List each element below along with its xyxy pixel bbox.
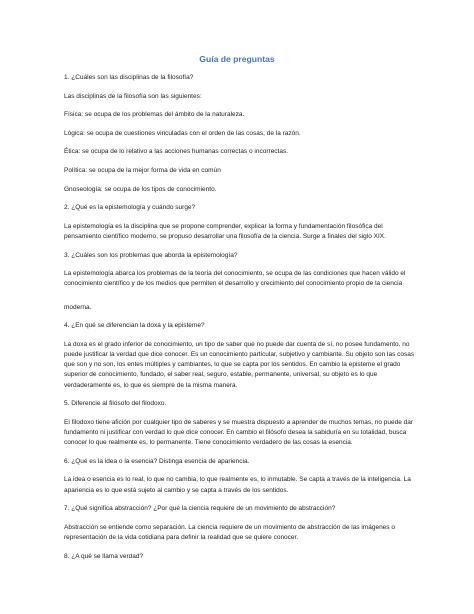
answer-1-intro: Las disciplinas de la filosofía son las siguientes: [64,92,202,100]
document-title: Guía de preguntas [199,54,275,64]
answer-1-etica: Ética: se ocupa de lo relativo a las acciones humanas correctas o incorrectas. [64,148,289,156]
answer-1-logica: Lógica: se ocupa de cuestiones vinculadas con el orden de las cosas, de la razón. [64,129,301,137]
question-4: 4. ¿En qué se diferencian la doxa y la episteme? [64,322,205,330]
answer-3: La epistemología abarca los problemas de la teoría del conocimiento, se ocupa de las condiciones que hacen válido el conocimiento científico y de los medios que permiten el desarrollo y crecimiento del conocimiento propio de la ciencia [64,270,406,288]
answer-1-gnoseologia: Gnoseología: se ocupa de los tipos de conocimiento. [64,185,217,193]
answer-5: El filodoxo tiene afición por cualquier tipo de saberes y se muestra dispuesto a aprender de muchos temas, no puede dar fundamento ni justificar con verdad lo que dice conocer. En cambio el filósofo desea la sabiduría en su totalidad, busca conocer lo que realmente es, lo permanente. Tiene conocimiento verdadero de las cosas la esencia. [64,418,414,447]
question-7: 7. ¿Qué significa abstracción? ¿Por qué la ciencia requiere de un movimiento de abstracción? [64,505,336,513]
answer-2: La epistemología es la disciplina que se propone comprender, explicar la forma y fundamentación filosófica del pensamiento científico moderno, se propuso desarrollar una filosofía de la ciencia. Surge a finales del siglo XIX. [64,222,386,240]
answer-4: La doxa es el grado inferior de conocimiento, un tipo de saber que no puede dar cuenta de sí, no posee fundamento, no puede justificar la verdad que dice conocer. Es un conocimiento particular, subjetivo y cambiante. Su objeto son las cosas que son y no son, los entes múltiples y cambiantes, lo que se capta por los sentidos. En cambio la episteme el grado superior de conocimiento, fundado, el saber real, seguro, estable, permanente, universal, su objeto es lo que verdaderamente es, lo que es siempre de la misma manera. [64,340,415,389]
answer-7: Abstracción se entiende como separación. La ciencia requiere de un movimiento de abstracción de las imágenes o representación de la vida cotidiana para definir la realidad que se quiere conocer. [64,523,395,541]
answer-3-continued: moderna. [64,303,92,311]
document-body [64,73,420,562]
question-5: 5. Diferencie al filósofo del filodoxo. [64,400,167,408]
answer-1-politica: Política: se ocupa de la mejor forma de vida en común [64,166,221,174]
question-2: 2. ¿Qué es la epistemología y cuándo surge? [64,204,196,212]
question-3: 3. ¿Cuáles son los problemas que aborda la epistemología? [64,251,238,259]
question-8: 8. ¿A qué se llama verdad? [64,552,144,560]
answer-1-fisica: Física: se ocupa de los problemas del ámbito de la naturaleza. [64,111,245,119]
question-1: 1. ¿Cuáles son las disciplinas de la filosofía? [64,74,194,81]
answer-6: La idea o esencia es lo real, lo que no cambia, lo que realmente es, lo inmutable. Se capta a través de la inteligencia. La apariencia es lo que está sujeto al cambio y se capta a través de los sentidos. [64,476,411,494]
question-6: 6. ¿Qué es la idea o la esencia? Distinga esencia de apariencia. [64,457,250,465]
